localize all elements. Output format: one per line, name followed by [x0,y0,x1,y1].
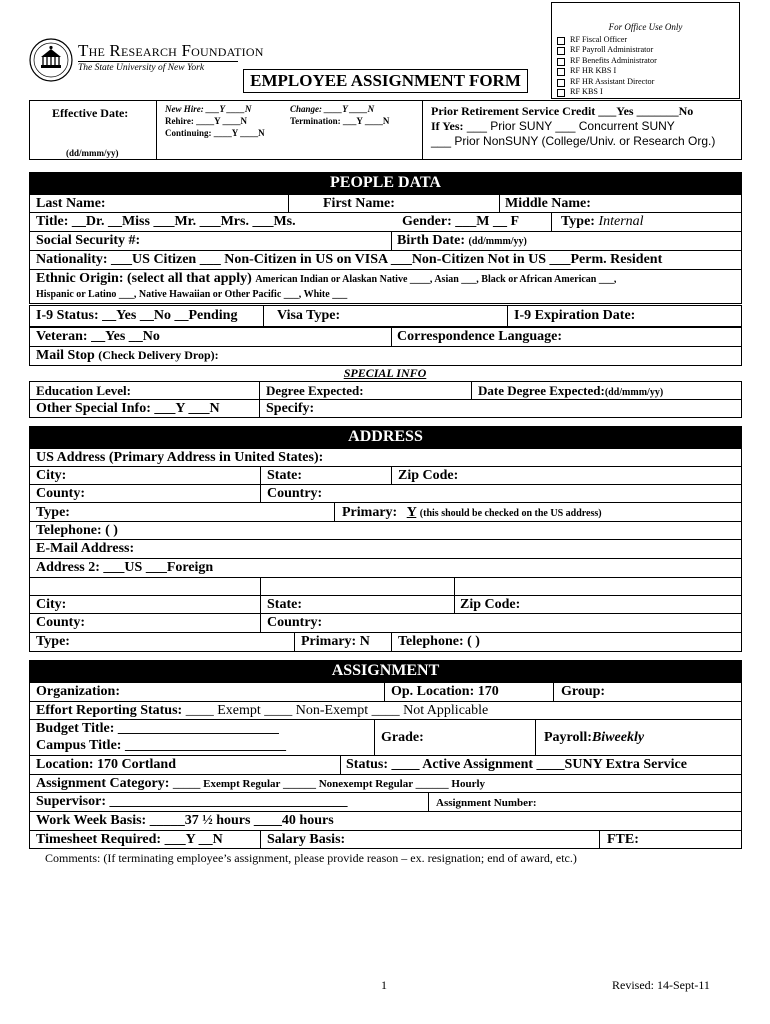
other-special-info-options[interactable]: Other Special Info: ___Y ___N [36,401,220,416]
category-row [29,774,742,793]
status-options[interactable]: Status: ____ Active Assignment ____SUNY Extra Service [346,757,687,772]
continuing-field[interactable]: Continuing: ____Y ____N [165,128,265,138]
new-hire-field[interactable]: New Hire: ___Y ____N [165,104,252,114]
assignment-header: ASSIGNMENT [29,660,742,682]
termination-field[interactable]: Termination: ___Y ____N [290,116,390,126]
email-field[interactable]: E-Mail Address: [36,541,135,556]
group-field[interactable]: Group: [561,684,606,699]
work-week-options[interactable]: Work Week Basis: _____37 ½ hours ____40 hours [36,813,334,828]
date-degree-format: (dd/mmm/yy) [604,387,664,398]
payroll-label: Payroll: [544,730,592,745]
office-checkbox[interactable] [557,37,565,45]
city2-field[interactable]: City: [36,597,67,612]
type-label: Type: [561,214,595,229]
page-number: 1 [381,978,387,992]
ethnic-origin-label: Ethnic Origin: (select all that apply) [36,271,252,286]
address2-type-field[interactable]: Type: [36,634,70,649]
office-checkbox[interactable] [557,47,565,55]
retirement-credit-field[interactable]: Prior Retirement Service Credit ___Yes _______No [431,104,694,118]
birth-date-field[interactable]: Birth Date: [397,233,466,248]
ssn-row [29,231,742,251]
op-location-field[interactable]: Op. Location: 170 [391,684,499,699]
office-checkbox[interactable] [557,68,565,76]
office-item: RF HR Assistant Director [570,76,655,86]
i9-expiration-field[interactable]: I-9 Expiration Date: [514,308,636,323]
degree-expected-field[interactable]: Degree Expected: [266,383,364,398]
address-type-field[interactable]: Type: [36,505,70,520]
address2-options[interactable]: Address 2: ___US ___Foreign [36,560,214,575]
other-info-row [29,399,742,418]
fte-field[interactable]: FTE: [607,832,639,847]
supervisor-row [29,792,742,812]
i9-status-options[interactable]: I-9 Status: __Yes __No __Pending [36,308,238,323]
nationality-row [29,250,742,270]
county2-row [29,613,742,633]
change-field[interactable]: Change: ____Y ____N [290,104,375,114]
title-grade-row [29,719,742,756]
research-foundation-seal-logo [29,38,73,82]
office-checkbox[interactable] [557,79,565,87]
rehire-field[interactable]: Rehire: ____Y ____N [165,116,247,126]
office-item: RF HR KBS I [570,66,617,76]
revised-date: Revised: 14-Sept-11 [612,978,710,992]
effort-status-options[interactable]: ____ Exempt ____ Non-Exempt ____ Not Applicable [185,703,489,718]
logo-wordmark: The Research Foundation [78,41,264,60]
mail-stop-row [29,346,742,366]
type-row [29,502,742,522]
city2-row [29,595,742,614]
education-level-field[interactable]: Education Level: [36,383,131,398]
visa-type-field[interactable]: Visa Type: [277,308,341,323]
organization-field[interactable]: Organization: [36,684,120,699]
work-week-row [29,811,742,831]
people-data-header: PEOPLE DATA [29,172,742,194]
specify-field[interactable]: Specify: [266,401,315,416]
office-checkbox[interactable] [557,89,565,97]
supervisor-field[interactable]: Supervisor: __________________________________ [36,794,348,809]
address-header: ADDRESS [29,426,742,448]
name-row [29,194,742,213]
middle-name-field[interactable]: Middle Name: [505,196,591,211]
ethnic-options-line2[interactable]: Hispanic or Latino ___, Native Hawaiian or Other Pacific ___, White ___ [36,289,348,300]
salary-basis-field[interactable]: Salary Basis: [267,832,346,847]
mail-stop-field[interactable]: Mail Stop [36,348,95,363]
effective-date-box[interactable] [29,100,157,160]
nationality-options[interactable]: Nationality: ___US Citizen ___ Non-Citizen in US on VISA ___Non-Citizen Not in US ___Perm. Resident [36,252,663,267]
telephone2-field[interactable]: Telephone: ( ) [398,634,480,649]
primary-value[interactable]: Y [406,505,417,520]
address2-blank-row[interactable] [29,577,742,596]
office-use-heading: For Office Use Only [608,22,683,32]
office-use-box [551,2,740,99]
type2-row [29,632,742,652]
email-row [29,539,742,559]
campus-title-field[interactable]: Campus Title: _______________________ [36,738,286,753]
logo-subtitle: The State University of New York [78,63,205,73]
title-options[interactable]: Title: __Dr. __Miss ___Mr. ___Mrs. ___Ms. [36,214,296,229]
first-name-field[interactable]: First Name: [323,196,395,211]
primary-note: (this should be checked on the US address) [419,508,602,519]
city-row [29,466,742,485]
office-item: RF KBS I [570,87,603,97]
state2-field[interactable]: State: [267,597,302,612]
assignment-category-options[interactable]: _____ Exempt Regular ______ Nonexempt Regular ______ Hourly [172,778,486,790]
effective-date-label: Effective Date: [52,106,129,120]
payroll-value: Biweekly [591,730,645,745]
office-item: RF Fiscal Officer [570,35,628,44]
assignment-number-field[interactable]: Assignment Number: [436,797,537,809]
us-address-field[interactable]: US Address (Primary Address in United States): [36,450,324,465]
form-title: EMPLOYEE ASSIGNMENT FORM [243,69,528,93]
mail-stop-note: (Check Delivery Drop): [98,348,219,362]
county-row [29,484,742,503]
prior-nonsuny-option[interactable]: ___ Prior NonSUNY (College/Univ. or Research Org.) [431,134,716,148]
title-row [29,212,742,232]
retirement-credit-box [422,100,742,160]
zip-code-field[interactable]: Zip Code: [398,468,459,483]
zip2-field[interactable]: Zip Code: [460,597,521,612]
country2-field[interactable]: Country: [267,615,323,630]
correspondence-language-field[interactable]: Correspondence Language: [397,329,563,344]
education-row [29,381,742,400]
logo-divider [78,61,238,62]
telephone-field[interactable]: Telephone: ( ) [36,523,118,538]
address2-row [29,558,742,578]
birth-date-format: (dd/mmm/yy) [468,236,527,247]
timesheet-row [29,830,742,849]
veteran-row [29,327,742,347]
county-field[interactable]: County: [36,486,86,501]
effort-status-label: Effort Reporting Status: [36,703,183,718]
location-row [29,755,742,775]
comments-label[interactable]: Comments: (If terminating employee’s assignment, please provide reason – ex. resignation; end of award, etc.) [45,851,577,865]
ssn-field[interactable]: Social Security #: [36,233,141,248]
state-field[interactable]: State: [267,468,302,483]
us-address-row [29,448,742,467]
country-field[interactable]: Country: [267,486,323,501]
city-field[interactable]: City: [36,468,67,483]
assignment-category-label: Assignment Category: [36,776,170,791]
ethnic-options-line1[interactable]: American Indian or Alaskan Native ____, Asian ___, Black or African American ___, [255,274,617,285]
telephone-row [29,521,742,540]
grade-field[interactable]: Grade: [381,730,424,745]
prior-suny-options[interactable]: ___ Prior SUNY ___ Concurrent SUNY [466,119,675,133]
last-name-field[interactable]: Last Name: [36,196,106,211]
office-checkbox[interactable] [557,58,565,66]
office-item: RF Benefits Administrator [570,55,657,65]
date-format-hint: (dd/mmm/yy) [66,148,119,158]
county2-field[interactable]: County: [36,615,86,630]
date-degree-expected-field[interactable]: Date Degree Expected: [478,383,605,398]
action-type-box [156,100,423,160]
primary-label: Primary: [342,505,398,520]
special-info-header: SPECIAL INFO [343,366,427,380]
timesheet-options[interactable]: Timesheet Required: ___Y __N [36,832,223,847]
type-value: Internal [598,214,644,229]
office-item: RF Payroll Administrator [570,45,654,55]
location-field[interactable]: Location: 170 Cortland [36,757,176,772]
ethnic-origin-row [29,269,742,304]
i9-row [29,305,742,327]
effort-row [29,701,742,720]
organization-row [29,682,742,702]
gender-options[interactable]: Gender: ___M __ F [402,214,520,229]
if-yes-label: If Yes: [431,119,464,133]
veteran-options[interactable]: Veteran: __Yes __No [36,329,160,344]
budget-title-field[interactable]: Budget Title: _______________________ [36,721,279,736]
primary2-field[interactable]: Primary: N [301,634,370,649]
